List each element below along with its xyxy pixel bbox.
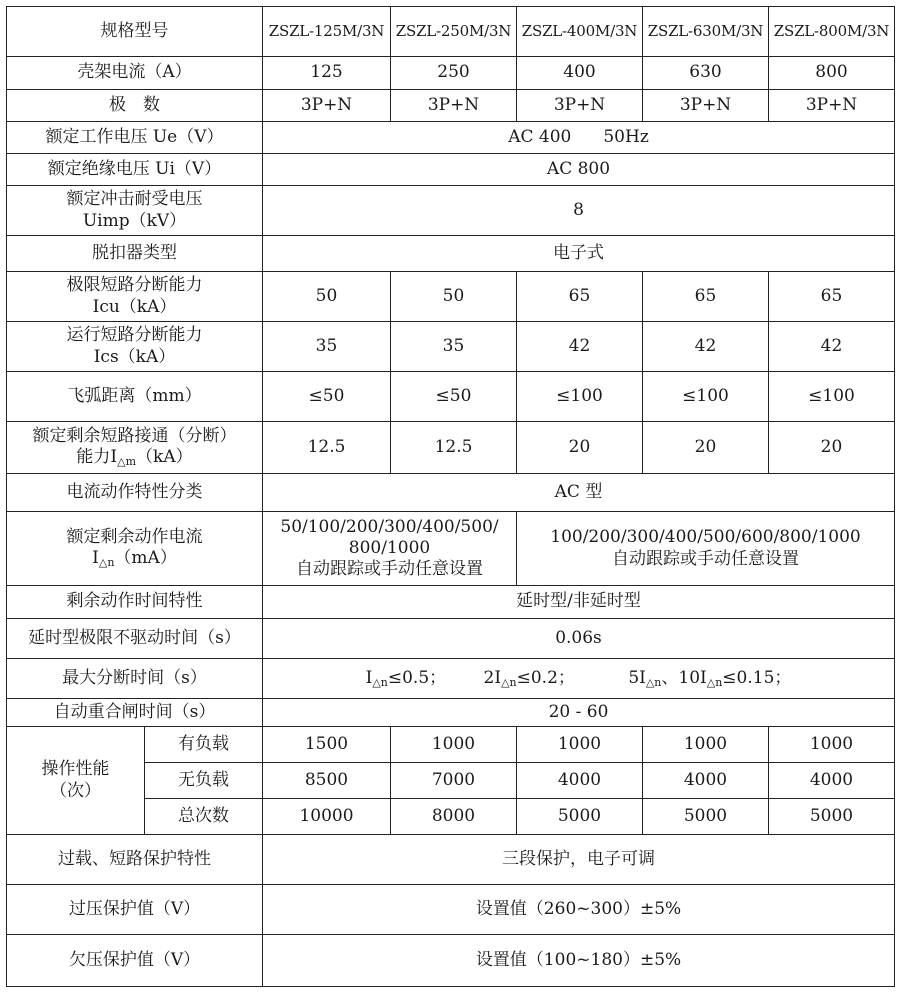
- label-line: 额定剩余动作电流: [66, 527, 203, 547]
- table-row: [7, 57, 895, 90]
- cell: 8000: [391, 799, 517, 835]
- row-label: 过压保护值（V）: [7, 885, 263, 935]
- subscript: △n: [501, 675, 517, 689]
- merged-cell: 设置值（260~300）±5%: [263, 885, 895, 935]
- cell: 5000: [517, 799, 643, 835]
- label-text: 能力I: [76, 447, 118, 468]
- cell: ≤50: [391, 372, 517, 422]
- subscript: △n: [645, 675, 662, 689]
- table-row: [7, 372, 895, 422]
- row-label: 壳架电流（A）: [7, 57, 263, 90]
- cell: 3P+N: [517, 90, 643, 122]
- sub-label: 有负载: [145, 727, 263, 763]
- cell: 4000: [517, 763, 643, 799]
- model-125: ZSZL-125M/3N: [263, 7, 391, 57]
- table-row: [7, 322, 895, 372]
- cell: 12.5: [391, 422, 517, 474]
- row-label: [7, 322, 263, 372]
- sub-label: 总次数: [145, 799, 263, 835]
- value-line: 自动跟踪或手动任意设置: [612, 548, 799, 569]
- cell: 35: [391, 322, 517, 372]
- label-line: Icu（kA）: [92, 296, 177, 317]
- cell: 3P+N: [769, 90, 895, 122]
- table-row: [7, 512, 895, 586]
- cell: 1000: [643, 727, 769, 763]
- table-row: [7, 586, 895, 619]
- cell: ≤50: [263, 372, 391, 422]
- table-row: [7, 885, 895, 935]
- label-line: Uimp（kV）: [82, 210, 187, 231]
- cell: 4000: [769, 763, 895, 799]
- cell: 65: [517, 272, 643, 322]
- break-time-3: [628, 668, 791, 688]
- text: ≤0.2；: [516, 667, 575, 688]
- row-label: 额定工作电压 Ue（V）: [7, 122, 263, 154]
- label-line: 操作性能: [41, 759, 110, 780]
- row-label: 延时型极限不驱动时间（s）: [7, 619, 263, 659]
- cell: 10000: [263, 799, 391, 835]
- cell: 20: [769, 422, 895, 474]
- merged-cell: 20 - 60: [263, 699, 895, 727]
- cell: ≤100: [517, 372, 643, 422]
- text: ≤0.15；: [722, 667, 792, 688]
- cell: 42: [769, 322, 895, 372]
- row-label: [7, 512, 263, 586]
- cell: 800: [769, 57, 895, 90]
- table-row: [7, 236, 895, 272]
- merged-cell: 0.06s: [263, 619, 895, 659]
- value-line: 800/1000: [348, 537, 431, 558]
- cell: 65: [643, 272, 769, 322]
- cell: 50: [391, 272, 517, 322]
- cell: 7000: [391, 763, 517, 799]
- cell: 8500: [263, 763, 391, 799]
- label-line: 额定剩余短路接通（分断）: [32, 426, 237, 446]
- sub-label: 无负载: [145, 763, 263, 799]
- merged-cell: 电子式: [263, 236, 895, 272]
- value-line: 100/200/300/400/500/600/800/1000: [550, 527, 861, 548]
- merged-cell: AC 800: [263, 154, 895, 186]
- label-line: [9, 548, 260, 570]
- label-line: 运行短路分断能力: [66, 325, 203, 346]
- table-row: [7, 619, 895, 659]
- break-time-2: [484, 668, 575, 688]
- subscript: △n: [98, 556, 115, 570]
- value-line: 50/100/200/300/400/500/: [280, 516, 499, 537]
- cell: 1000: [769, 727, 895, 763]
- table-row: [7, 154, 895, 186]
- cell: 1000: [391, 727, 517, 763]
- row-label: 飞弧距离（mm）: [7, 372, 263, 422]
- label-text: （mA）: [114, 548, 177, 569]
- merged-cell: 延时型/非延时型: [263, 586, 895, 619]
- cell: 35: [263, 322, 391, 372]
- label-line: [9, 447, 260, 469]
- residual-current-left: [263, 512, 517, 586]
- cell: 42: [517, 322, 643, 372]
- cell: 3P+N: [263, 90, 391, 122]
- merged-cell: [263, 122, 895, 154]
- cell: 5000: [643, 799, 769, 835]
- row-label: 极 数: [7, 90, 263, 122]
- row-label: 欠压保护值（V）: [7, 935, 263, 987]
- cell: ≤100: [769, 372, 895, 422]
- table-row: [7, 122, 895, 154]
- table-row: [7, 935, 895, 987]
- voltage-value: AC 400: [508, 126, 572, 147]
- text: 5I: [628, 667, 646, 688]
- text: 、10I: [661, 667, 707, 688]
- cell: 20: [517, 422, 643, 474]
- row-label: 脱扣器类型: [7, 236, 263, 272]
- operation-label: [7, 727, 145, 835]
- merged-cell: 设置值（100~180）±5%: [263, 935, 895, 987]
- model-250: ZSZL-250M/3N: [391, 7, 517, 57]
- label-line: Ics（kA）: [93, 346, 176, 367]
- cell: 42: [643, 322, 769, 372]
- row-label: [7, 422, 263, 474]
- table-row: [7, 90, 895, 122]
- cell: ≤100: [643, 372, 769, 422]
- cell: 65: [769, 272, 895, 322]
- model-400: ZSZL-400M/3N: [517, 7, 643, 57]
- cell: 400: [517, 57, 643, 90]
- cell: 3P+N: [391, 90, 517, 122]
- value-line: 自动跟踪或手动任意设置: [296, 559, 483, 580]
- cell: 12.5: [263, 422, 391, 474]
- table-row: [7, 272, 895, 322]
- row-label: [7, 272, 263, 322]
- text: I: [365, 667, 373, 688]
- merged-cell: 8: [263, 186, 895, 236]
- subscript: △m: [117, 455, 137, 469]
- cell: 3P+N: [643, 90, 769, 122]
- cell: 250: [391, 57, 517, 90]
- label-text: （kA）: [136, 447, 193, 468]
- frequency-value: 50Hz: [603, 126, 649, 147]
- label-line: 极限短路分断能力: [66, 275, 203, 296]
- table-row: [7, 422, 895, 474]
- spec-table: [6, 6, 895, 987]
- cell: 125: [263, 57, 391, 90]
- cell: 630: [643, 57, 769, 90]
- label-text: I: [92, 548, 99, 569]
- cell: 1000: [517, 727, 643, 763]
- table-row: [7, 727, 895, 763]
- text: ≤0.5；: [387, 667, 447, 688]
- row-label: 过载、短路保护特性: [7, 835, 263, 885]
- row-label: 自动重合闸时间（s）: [7, 699, 263, 727]
- model-630: ZSZL-630M/3N: [643, 7, 769, 57]
- subscript: △n: [706, 675, 723, 689]
- table-row: [7, 835, 895, 885]
- break-time-1: [366, 668, 447, 688]
- merged-cell: AC 型: [263, 474, 895, 512]
- row-label: [7, 186, 263, 236]
- residual-current-right: [517, 512, 895, 586]
- header-row: [7, 7, 895, 57]
- label-line: （次）: [50, 780, 101, 801]
- merged-cell: [263, 659, 895, 699]
- label-line: 额定冲击耐受电压: [66, 189, 203, 210]
- cell: 20: [643, 422, 769, 474]
- cell: 1500: [263, 727, 391, 763]
- table-row: [7, 186, 895, 236]
- row-label: 额定绝缘电压 Ui（V）: [7, 154, 263, 186]
- table-row: [7, 474, 895, 512]
- table-row: [7, 659, 895, 699]
- table-row: [7, 699, 895, 727]
- cell: 50: [263, 272, 391, 322]
- merged-cell: 三段保护，电子可调: [263, 835, 895, 885]
- text: 2I: [483, 667, 502, 688]
- cell: 4000: [643, 763, 769, 799]
- cell: 5000: [769, 799, 895, 835]
- row-label: 电流动作特性分类: [7, 474, 263, 512]
- subscript: △n: [372, 675, 388, 689]
- row-label: 剩余动作时间特性: [7, 586, 263, 619]
- spec-label: 规格型号: [7, 7, 263, 57]
- model-800: ZSZL-800M/3N: [769, 7, 895, 57]
- row-label: 最大分断时间（s）: [7, 659, 263, 699]
